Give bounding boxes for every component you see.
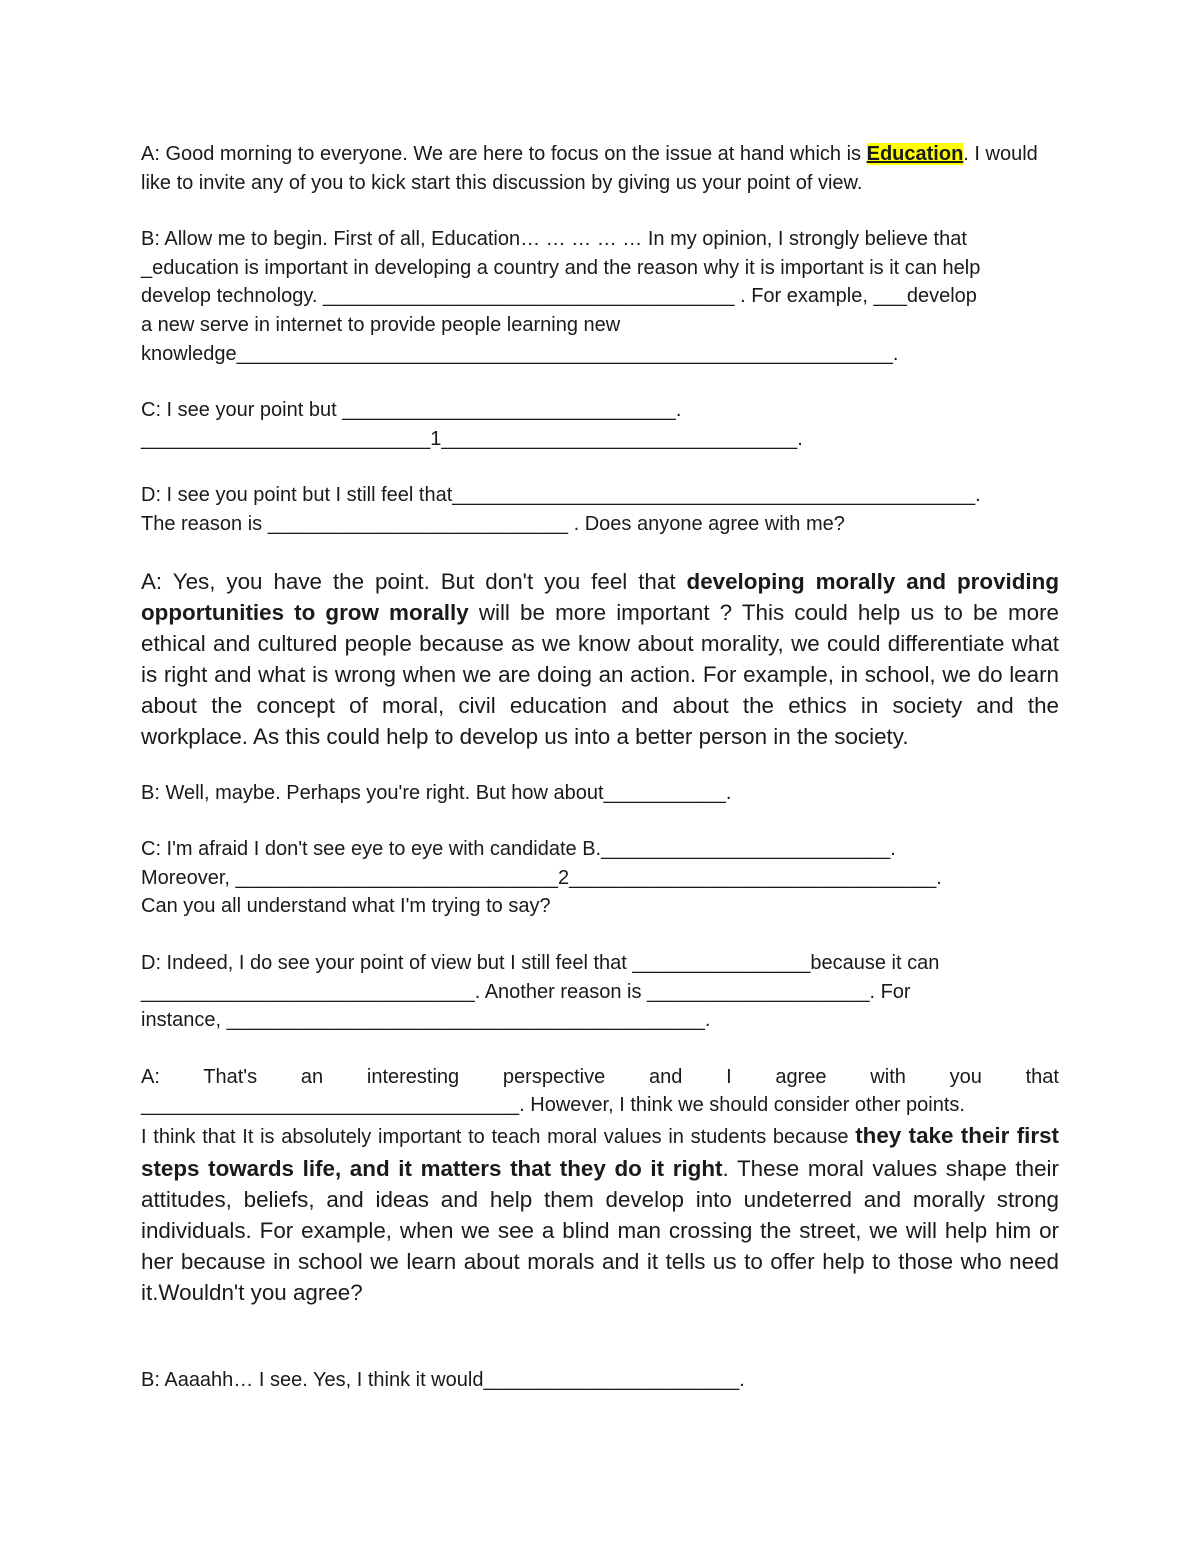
paragraph-a-intro-text-2: . I would like to invite any of you to kick start this discussion by giving us your point of view. [141, 143, 1038, 194]
paragraph-b-3 [141, 1366, 1059, 1395]
paragraph-d-1 [141, 481, 1059, 538]
paragraph-d-2-line-2: ______________________________. Another reason is ____________________. For [141, 980, 911, 1003]
paragraph-b-3-line-1: B: Aaaahh… I see. Yes, I think it would_______________________. [141, 1368, 745, 1391]
paragraph-b-1-line-5: knowledge___________________________________________________________. [141, 342, 899, 365]
paragraph-a-3-text-2: . These moral values shape their attitudes, beliefs, and ideas and help them develop into undeterred and morally strong individuals. For example, when we see a blind man crossing the street, we will help him or her because in school we learn about morals and it tells us to offer help to those who need it.Wouldn't you agree? [141, 1155, 1059, 1305]
paragraph-b-2 [141, 779, 1059, 808]
paragraph-a-3-body [141, 1120, 1059, 1308]
paragraph-d-2 [141, 949, 1059, 1035]
paragraph-a-2 [141, 566, 1059, 752]
paragraph-b-1-line-1: B: Allow me to begin. First of all, Education… … … … … In my opinion, I strongly believe that [141, 228, 967, 251]
paragraph-a-2-text-1: A: Yes, you have the point. But don't you feel that [141, 568, 687, 594]
paragraph-c-2-line-1: C: I'm afraid I don't see eye to eye with candidate B.__________________________. [141, 838, 896, 861]
paragraph-a-intro [141, 140, 1059, 197]
paragraph-c-2 [141, 835, 1059, 921]
paragraph-a-intro-text-1: A: Good morning to everyone. We are here to focus on the issue at hand which is [141, 143, 867, 165]
paragraph-a-2-text-2: will be more important ? This could help us to be more ethical and cultured people because as we know about morality, we could differentiate what is right and what is wrong when we are doing an action. For example, in school, we do learn about the concept of moral, civil education and about the ethics in society and the workplace. As this could help to develop us into a better person in the society. [141, 599, 1059, 749]
paragraph-b-1-line-3: develop technology. _____________________________________ . For example, ___develop [141, 285, 977, 308]
highlighted-keyword: Education [866, 143, 964, 165]
paragraph-a-3-line-2-text: __________________________________. However, I think we should consider other points. [141, 1094, 965, 1117]
paragraph-a-3-bold: they take their first steps towards life, and it matters that they do it right [141, 1122, 1059, 1181]
paragraph-b-1-line-4: a new serve in internet to provide people learning new [141, 313, 621, 336]
paragraph-c-2-line-3: Can you all understand what I'm trying to say? [141, 895, 551, 918]
paragraph-d-1-line-1: D: I see you point but I still feel that_______________________________________________. [141, 484, 981, 507]
paragraph-d-2-line-1: D: Indeed, I do see your point of view but I still feel that ________________because it can [141, 951, 940, 974]
paragraph-a-2-bold: developing morally and providing opportunities to grow morally [141, 568, 1059, 625]
paragraph-a-3-line-1-text: A: That's an interesting perspective and I agree with you that [141, 1065, 1059, 1088]
paragraph-c-1 [141, 396, 1059, 453]
paragraph-b-1-line-2: _education is important in developing a country and the reason why it is important is it can help [141, 256, 981, 279]
paragraph-a-3-line-1 [141, 1063, 1059, 1092]
paragraph-c-1-line-1: C: I see your point but ______________________________. [141, 399, 682, 422]
paragraph-c-1-line-2: __________________________1________________________________. [141, 427, 803, 450]
paragraph-a-3 [141, 1063, 1059, 1308]
paragraph-b-1 [141, 225, 1059, 368]
paragraph-d-2-line-3: instance, ___________________________________________. [141, 1009, 711, 1032]
paragraph-c-2-line-2: Moreover, _____________________________2_________________________________. [141, 866, 942, 889]
paragraph-a-3-line-2 [141, 1091, 1059, 1120]
paragraph-d-1-line-2: The reason is ___________________________ . Does anyone agree with me? [141, 512, 845, 535]
paragraph-a-3-text-1: I think that It is absolutely important to teach moral values in students because [141, 1125, 856, 1148]
paragraph-b-2-line-1: B: Well, maybe. Perhaps you're right. But how about___________. [141, 781, 732, 804]
document-page [141, 140, 1059, 1394]
